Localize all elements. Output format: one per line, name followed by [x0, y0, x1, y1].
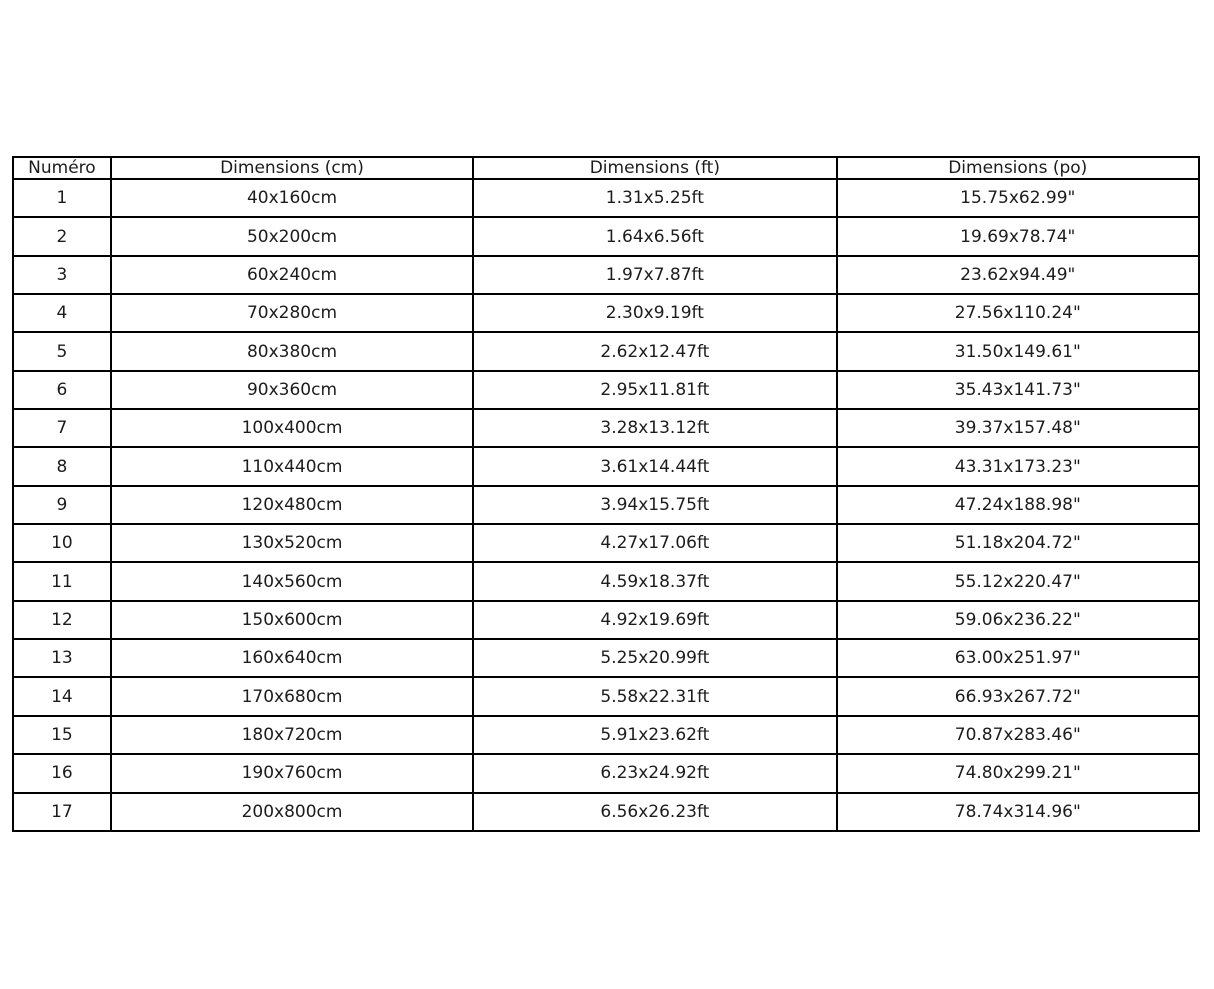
dimensions-cm-cell: 100x400cm: [111, 409, 473, 447]
header-dimensions-cm: Dimensions (cm): [111, 157, 473, 179]
dimensions-po-cell: 19.69x78.74": [837, 217, 1199, 255]
dimensions-cm-cell: 80x380cm: [111, 332, 473, 370]
dimensions-cm-cell: 50x200cm: [111, 217, 473, 255]
dimensions-cm-cell: 150x600cm: [111, 601, 473, 639]
dimensions-ft-cell: 1.64x6.56ft: [473, 217, 836, 255]
row-number-cell: 16: [13, 754, 111, 792]
dimensions-ft-cell: 3.28x13.12ft: [473, 409, 836, 447]
dimensions-po-cell: 55.12x220.47": [837, 562, 1199, 600]
dimensions-ft-cell: 3.61x14.44ft: [473, 447, 836, 485]
dimensions-ft-cell: 4.27x17.06ft: [473, 524, 836, 562]
dimensions-po-cell: 70.87x283.46": [837, 716, 1199, 754]
table-row: [13, 256, 1199, 294]
dimensions-po-cell: 23.62x94.49": [837, 256, 1199, 294]
row-number-cell: 5: [13, 332, 111, 370]
row-number-cell: 14: [13, 677, 111, 715]
table-row: [13, 486, 1199, 524]
dimensions-conversion-table: [12, 156, 1200, 832]
dimensions-ft-cell: 3.94x15.75ft: [473, 486, 836, 524]
dimensions-po-cell: 74.80x299.21": [837, 754, 1199, 792]
dimensions-ft-cell: 4.92x19.69ft: [473, 601, 836, 639]
dimensions-ft-cell: 1.31x5.25ft: [473, 179, 836, 217]
table-row: [13, 447, 1199, 485]
dimensions-ft-cell: 2.62x12.47ft: [473, 332, 836, 370]
row-number-cell: 17: [13, 793, 111, 832]
dimensions-cm-cell: 170x680cm: [111, 677, 473, 715]
row-number-cell: 7: [13, 409, 111, 447]
row-number-cell: 13: [13, 639, 111, 677]
dimensions-cm-cell: 90x360cm: [111, 371, 473, 409]
dimensions-ft-cell: 5.58x22.31ft: [473, 677, 836, 715]
dimensions-cm-cell: 160x640cm: [111, 639, 473, 677]
dimensions-cm-cell: 60x240cm: [111, 256, 473, 294]
dimensions-po-cell: 51.18x204.72": [837, 524, 1199, 562]
dimensions-po-cell: 39.37x157.48": [837, 409, 1199, 447]
table-row: [13, 562, 1199, 600]
row-number-cell: 8: [13, 447, 111, 485]
row-number-cell: 10: [13, 524, 111, 562]
dimensions-po-cell: 31.50x149.61": [837, 332, 1199, 370]
header-dimensions-ft: Dimensions (ft): [473, 157, 836, 179]
table-row: [13, 217, 1199, 255]
row-number-cell: 9: [13, 486, 111, 524]
table-body: [13, 179, 1199, 831]
dimensions-po-cell: 78.74x314.96": [837, 793, 1199, 832]
dimensions-cm-cell: 120x480cm: [111, 486, 473, 524]
dimensions-cm-cell: 180x720cm: [111, 716, 473, 754]
row-number-cell: 11: [13, 562, 111, 600]
dimensions-po-cell: 66.93x267.72": [837, 677, 1199, 715]
table-row: [13, 639, 1199, 677]
row-number-cell: 2: [13, 217, 111, 255]
dimensions-ft-cell: 6.56x26.23ft: [473, 793, 836, 832]
dimensions-cm-cell: 110x440cm: [111, 447, 473, 485]
table-row: [13, 716, 1199, 754]
dimensions-po-cell: 35.43x141.73": [837, 371, 1199, 409]
dimensions-po-cell: 43.31x173.23": [837, 447, 1199, 485]
table-row: [13, 524, 1199, 562]
table-row: [13, 677, 1199, 715]
dimensions-ft-cell: 5.25x20.99ft: [473, 639, 836, 677]
table-row: [13, 409, 1199, 447]
dimensions-ft-cell: 5.91x23.62ft: [473, 716, 836, 754]
row-number-cell: 4: [13, 294, 111, 332]
dimensions-cm-cell: 200x800cm: [111, 793, 473, 832]
dimensions-cm-cell: 130x520cm: [111, 524, 473, 562]
row-number-cell: 6: [13, 371, 111, 409]
dimensions-po-cell: 59.06x236.22": [837, 601, 1199, 639]
dimensions-ft-cell: 4.59x18.37ft: [473, 562, 836, 600]
dimensions-cm-cell: 70x280cm: [111, 294, 473, 332]
row-number-cell: 1: [13, 179, 111, 217]
dimensions-ft-cell: 6.23x24.92ft: [473, 754, 836, 792]
dimensions-cm-cell: 140x560cm: [111, 562, 473, 600]
dimensions-ft-cell: 2.30x9.19ft: [473, 294, 836, 332]
dimensions-ft-cell: 2.95x11.81ft: [473, 371, 836, 409]
table-row: [13, 601, 1199, 639]
table-row: [13, 793, 1199, 832]
table-row: [13, 179, 1199, 217]
table-row: [13, 754, 1199, 792]
dimensions-table-container: [12, 156, 1200, 832]
table-row: [13, 294, 1199, 332]
table-row: [13, 332, 1199, 370]
table-row: [13, 371, 1199, 409]
dimensions-po-cell: 27.56x110.24": [837, 294, 1199, 332]
row-number-cell: 3: [13, 256, 111, 294]
row-number-cell: 12: [13, 601, 111, 639]
dimensions-po-cell: 47.24x188.98": [837, 486, 1199, 524]
dimensions-cm-cell: 190x760cm: [111, 754, 473, 792]
header-dimensions-po: Dimensions (po): [837, 157, 1199, 179]
dimensions-cm-cell: 40x160cm: [111, 179, 473, 217]
dimensions-po-cell: 15.75x62.99": [837, 179, 1199, 217]
row-number-cell: 15: [13, 716, 111, 754]
dimensions-ft-cell: 1.97x7.87ft: [473, 256, 836, 294]
dimensions-po-cell: 63.00x251.97": [837, 639, 1199, 677]
header-numero: Numéro: [13, 157, 111, 179]
table-header-row: [13, 157, 1199, 179]
